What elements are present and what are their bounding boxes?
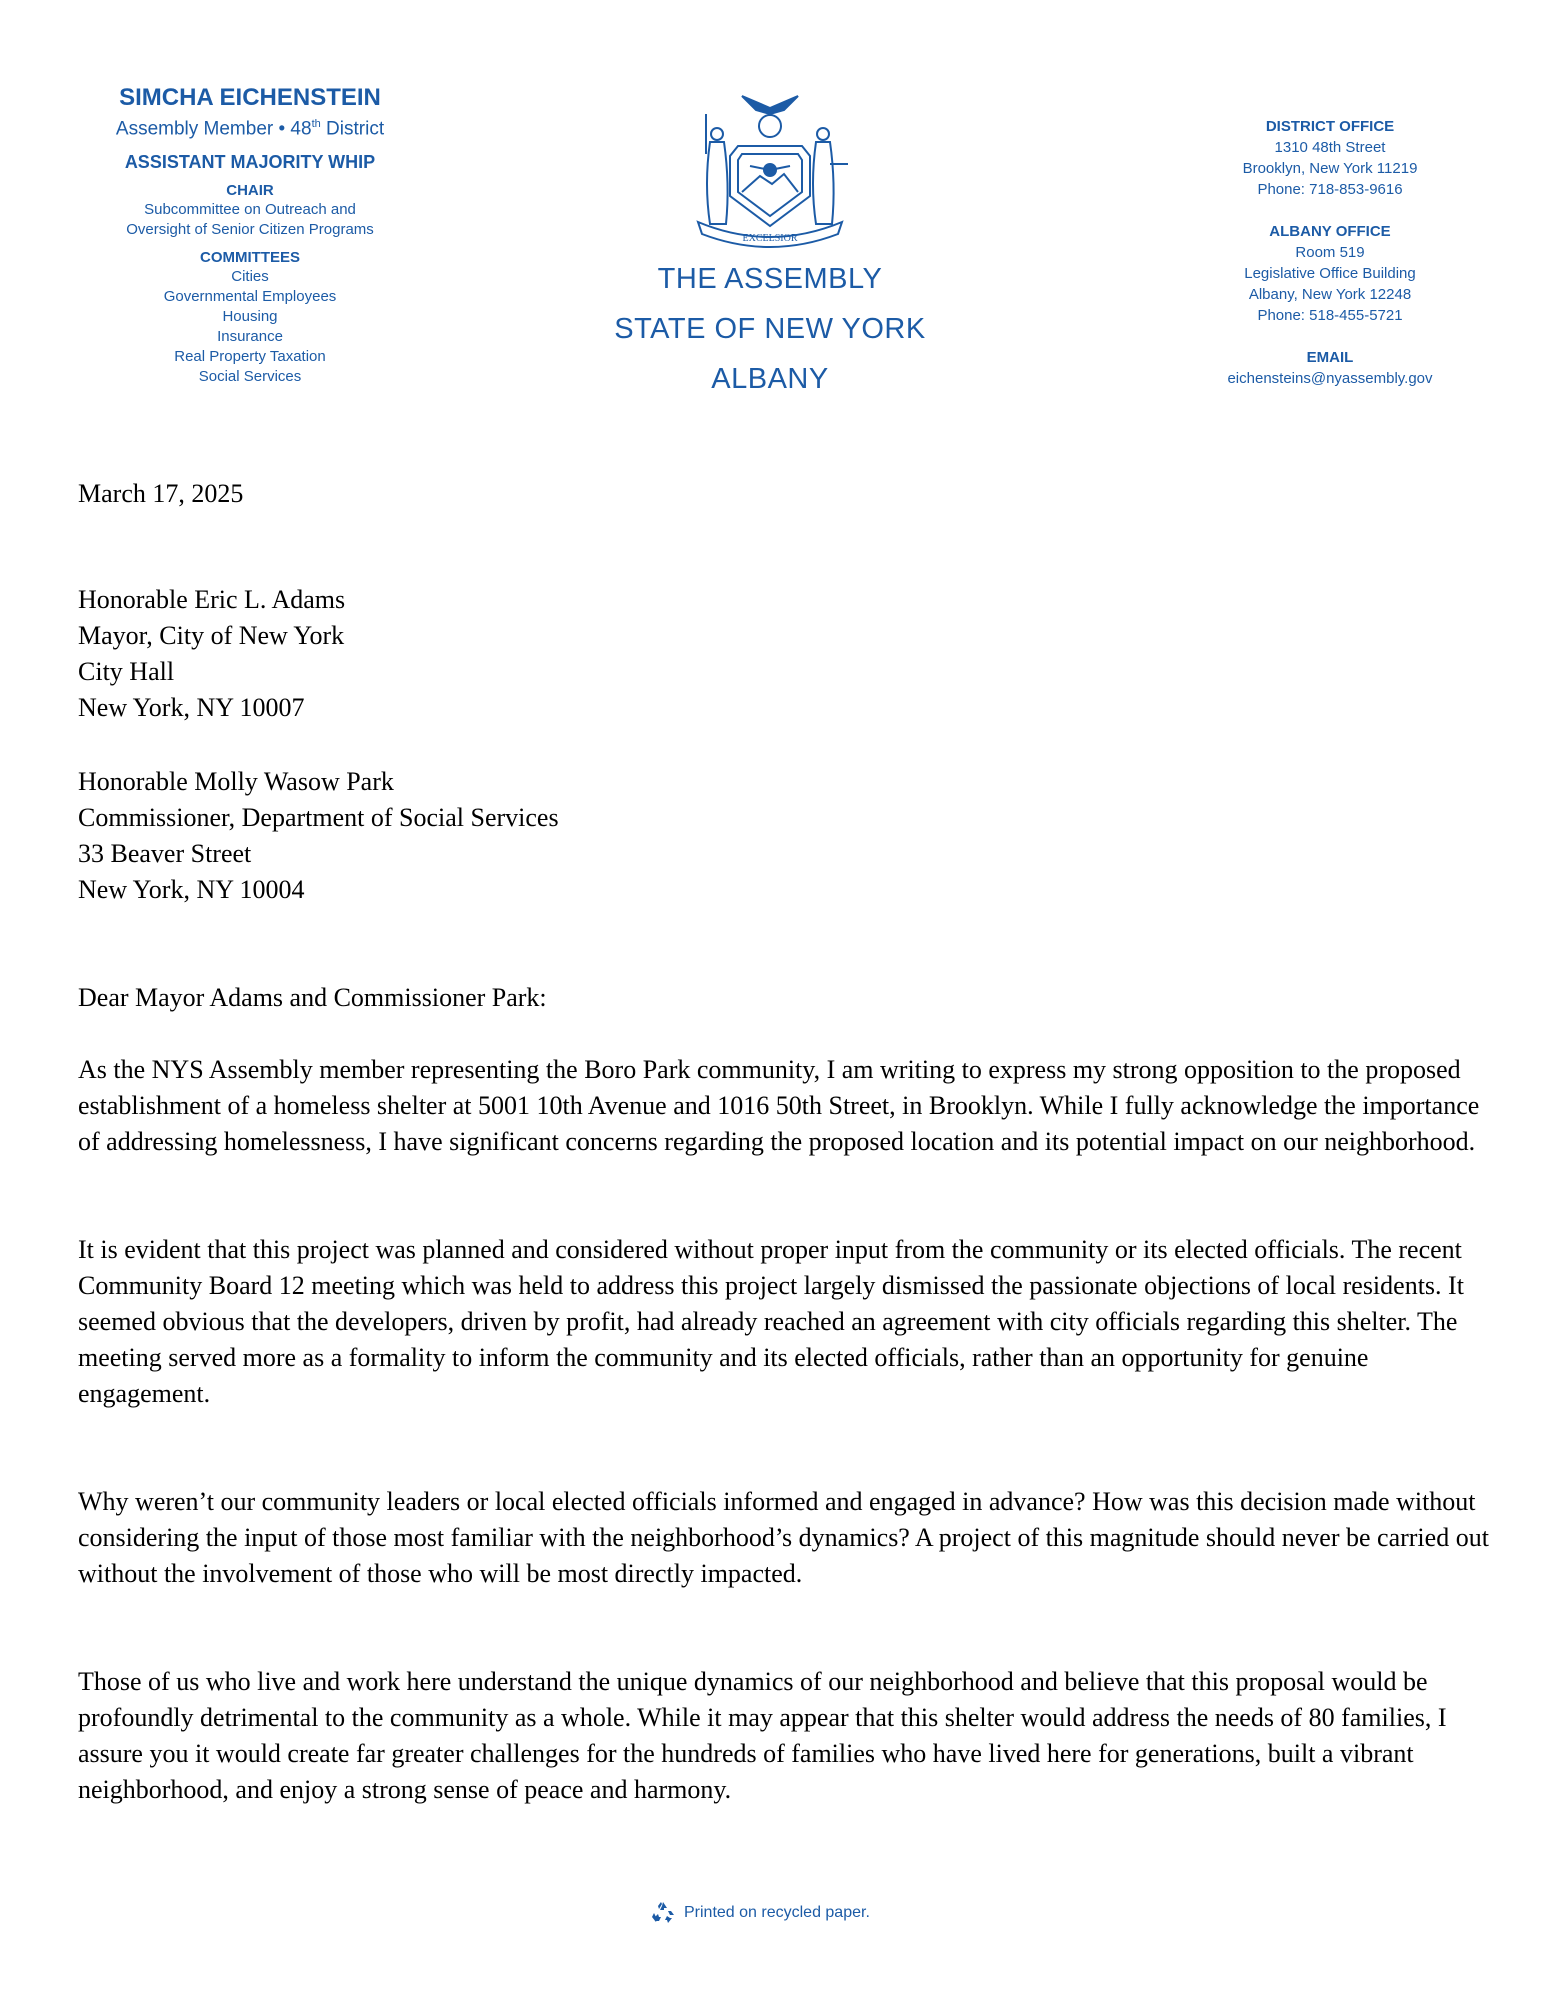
email-heading: EMAIL	[1306, 349, 1354, 366]
albany-office-phone: Phone: 518-455-5721	[1257, 307, 1403, 324]
district-office-phone: Phone: 718-853-9616	[1257, 181, 1403, 198]
recipient-address-1	[78, 582, 1498, 726]
member-title-sup: th	[311, 118, 321, 130]
chair-line: Subcommittee on Outreach and	[144, 201, 356, 219]
recipient-address-2	[78, 764, 1498, 908]
body-paragraph-2	[78, 1232, 1498, 1412]
assembly-title: THE ASSEMBLY	[657, 263, 883, 295]
committee-item: Housing	[222, 308, 278, 326]
ny-state-seal-icon	[680, 84, 860, 254]
member-role: ASSISTANT MAJORITY WHIP	[124, 152, 376, 173]
paragraph-text: As the NYS Assembly member representing the Boro Park community, I am writing to express my strong opposition to the proposed establishment of a homeless shelter at 5001 10th Avenue and 1016 50th Street, in Brooklyn. While I fully acknowledge the importance of addressing homelessness, I have significant concerns regarding the proposed location and its potential impact on our neighborhood.	[78, 1055, 1480, 1156]
committee-item: Governmental Employees	[163, 288, 337, 306]
member-title-prefix: Assembly Member • 48	[115, 118, 312, 140]
address-line: Commissioner, Department of Social Services	[78, 803, 559, 832]
district-office-line: 1310 48th Street	[1274, 139, 1386, 156]
district-office-line: Brooklyn, New York 11219	[1242, 160, 1418, 177]
letter-date: March 17, 2025	[78, 479, 244, 508]
committee-item: Social Services	[198, 368, 302, 386]
chair-heading: CHAIR	[226, 182, 274, 200]
letterhead-office-info	[1170, 116, 1490, 389]
committee-item: Real Property Taxation	[174, 348, 326, 366]
member-title	[60, 112, 440, 141]
address-line: Honorable Eric L. Adams	[78, 585, 346, 614]
chair-line: Oversight of Senior Citizen Programs	[126, 221, 374, 239]
committee-item: Insurance	[217, 328, 283, 346]
address-line: Mayor, City of New York	[78, 621, 345, 650]
state-title: STATE OF NEW YORK	[614, 313, 926, 345]
body-paragraph-3	[78, 1484, 1498, 1592]
svg-text:EXCELSIOR: EXCELSIOR	[742, 233, 798, 244]
letterhead-seal-block	[560, 84, 980, 404]
albany-office-line: Room 519	[1295, 244, 1365, 261]
address-line: City Hall	[78, 657, 175, 686]
albany-office-line: Albany, New York 12248	[1248, 286, 1412, 303]
recycled-paper-footer	[650, 1900, 910, 1926]
district-office-heading: DISTRICT OFFICE	[1265, 118, 1395, 135]
member-title-suffix: District	[320, 118, 385, 140]
paragraph-text: Those of us who live and work here understand the unique dynamics of our neighborhood and believe that this proposal would be profoundly detrimental to the community as a whole. While it may appear that this shelter would address the needs of 80 families, I assure you it would create far greater challenges for the hundreds of families who have lived here for generations, built a vibrant neighborhood, and enjoy a strong sense of peace and harmony.	[78, 1667, 1447, 1804]
address-line: New York, NY 10004	[78, 875, 305, 904]
city-title: ALBANY	[711, 363, 829, 395]
salutation: Dear Mayor Adams and Commissioner Park:	[78, 983, 547, 1012]
body-paragraph-1	[78, 1052, 1498, 1160]
albany-office-line: Legislative Office Building	[1244, 265, 1416, 282]
recycle-icon	[650, 1900, 676, 1926]
albany-office-heading: ALBANY OFFICE	[1269, 223, 1391, 240]
email-link[interactable]: eichensteins@nyassembly.gov	[1227, 370, 1433, 387]
committees-heading: COMMITTEES	[200, 249, 300, 267]
letterhead-member-info	[60, 84, 440, 387]
committee-item: Cities	[231, 268, 269, 286]
address-line: New York, NY 10007	[78, 693, 305, 722]
address-line: Honorable Molly Wasow Park	[78, 767, 394, 796]
address-line: 33 Beaver Street	[78, 839, 252, 868]
member-name: SIMCHA EICHENSTEIN	[119, 84, 381, 111]
body-paragraph-4	[78, 1664, 1498, 1808]
footer-text: Printed on recycled paper.	[684, 1904, 870, 1921]
paragraph-text: Why weren’t our community leaders or local elected officials informed and engaged in advance? How was this decision made without considering the input of those most familiar with the neighborhood’s dynamics? A project of this magnitude should never be carried out without the involvement of those who will be most directly impacted.	[78, 1487, 1489, 1588]
paragraph-text: It is evident that this project was planned and considered without proper input from the community or its elected officials. The recent Community Board 12 meeting which was held to address this project largely dismissed the passionate objections of local residents. It seemed obvious that the developers, driven by profit, had already reached an agreement with city officials regarding this shelter. The meeting served more as a formality to inform the community and its elected officials, rather than an opportunity for genuine engagement.	[78, 1235, 1464, 1408]
